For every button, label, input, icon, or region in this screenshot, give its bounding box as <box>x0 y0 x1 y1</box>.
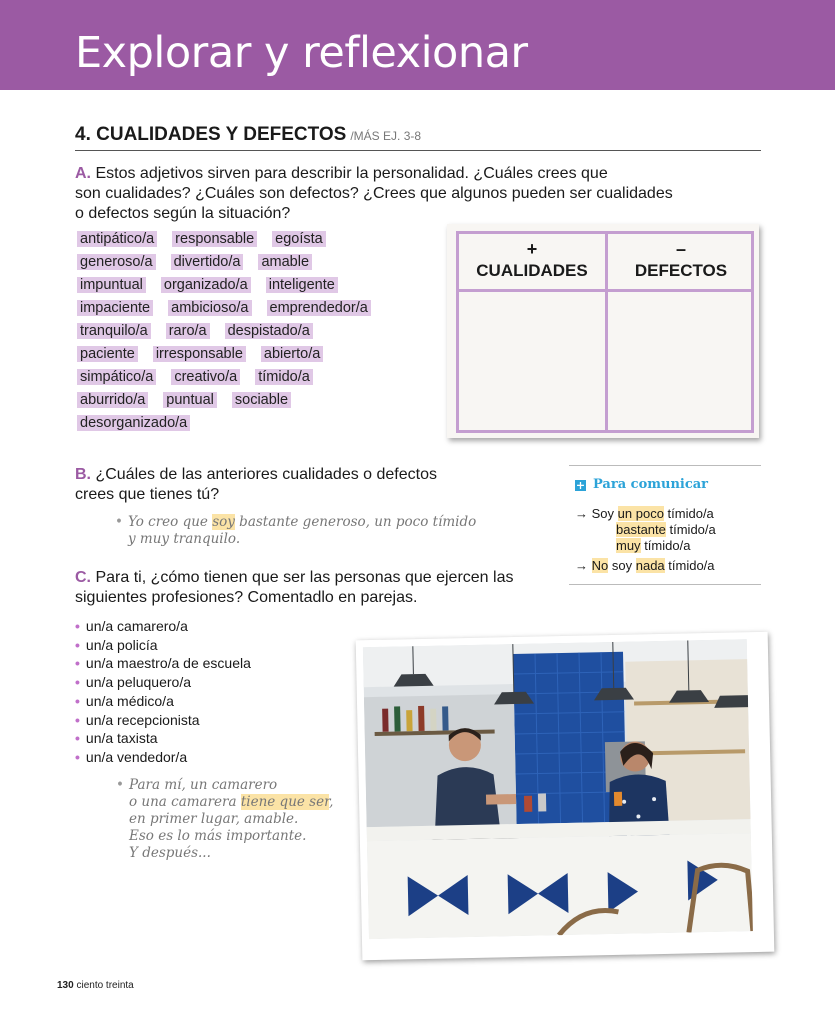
bullet-icon: • <box>75 618 80 634</box>
adjective-chip: amable <box>258 254 312 270</box>
profession-text: un/a peluquero/a <box>85 674 191 691</box>
example-bullet: • <box>115 514 123 530</box>
example-text: bastante generoso, un poco tímido <box>234 514 477 530</box>
comunicar-highlight: muy <box>616 538 641 553</box>
adjective-row <box>77 414 437 437</box>
adjective-chip: tímido/a <box>255 369 313 385</box>
comunicar-word: tímido/a <box>667 506 714 521</box>
adjective-chip: simpático/a <box>77 369 156 385</box>
part-b-line: ¿Cuáles de las anteriores cualidades o defectos <box>95 466 437 483</box>
adjective-chip: generoso/a <box>77 254 156 270</box>
part-a-line: Estos adjetivos sirven para describir la personalidad. ¿Cuáles crees que <box>95 165 608 182</box>
table-row-divider <box>459 289 751 292</box>
part-b-instructions <box>75 465 545 505</box>
part-b-line: crees que tienes tú? <box>75 486 220 503</box>
example-text: en primer lugar, amable. <box>129 811 299 827</box>
profession-text: un/a maestro/a de escuela <box>85 655 251 672</box>
qualities-header <box>459 238 605 282</box>
comunicar-line <box>575 506 714 522</box>
profession-text: un/a médico/a <box>85 692 174 709</box>
adjective-row <box>77 299 437 322</box>
adjective-chip: despistado/a <box>225 323 313 339</box>
adjective-chip: emprendedor/a <box>267 300 371 316</box>
bullet-icon: • <box>75 748 80 765</box>
bullet-icon: • <box>75 692 80 709</box>
list-item <box>75 636 251 655</box>
list-item <box>75 673 251 692</box>
comunicar-highlight: No <box>591 558 609 573</box>
comunicar-line <box>575 558 715 574</box>
adjective-chip: abierto/a <box>261 346 323 362</box>
part-a-line: o defectos según la situación? <box>75 205 291 222</box>
adjective-row <box>77 322 437 345</box>
minus-symbol: – <box>675 239 686 259</box>
defects-header <box>608 238 754 282</box>
profession-text: un/a recepcionista <box>85 711 200 728</box>
list-item <box>75 617 251 636</box>
bullet-icon: • <box>75 711 80 728</box>
adjective-row <box>77 391 437 414</box>
adjective-row <box>77 230 437 253</box>
arrow-icon: → <box>575 558 588 573</box>
adjective-chip: paciente <box>77 346 138 362</box>
comunicar-word: Soy <box>591 506 615 521</box>
part-c-example <box>116 777 334 862</box>
list-item <box>75 711 251 730</box>
adjective-chip: organizado/a <box>161 277 251 293</box>
adjective-chip: egoísta <box>272 231 326 247</box>
comunicar-line <box>616 538 690 554</box>
adjective-chip: sociable <box>232 392 291 408</box>
adjective-chip: divertido/a <box>171 254 244 270</box>
part-c-line: Para ti, ¿cómo tienen que ser las personas que ejercen las <box>95 569 514 586</box>
adjective-chip: creativo/a <box>171 369 240 385</box>
adjective-row <box>77 276 437 299</box>
adjective-chip: impaciente <box>77 300 153 316</box>
comunicar-highlight: bastante <box>616 522 666 537</box>
profession-list <box>75 617 251 767</box>
adjective-chip: impuntual <box>77 277 146 293</box>
example-text: Y después... <box>129 845 211 861</box>
plus-icon: + <box>575 479 586 492</box>
comunicar-word: tímido/a <box>668 558 715 573</box>
adjective-chip: responsable <box>172 231 257 247</box>
page-number: 130 <box>57 980 74 991</box>
example-highlight: tiene que ser <box>240 794 330 810</box>
example-text: Para mí, un camarero <box>129 777 278 793</box>
adjective-chip: irresponsable <box>153 346 246 362</box>
qualities-defects-table <box>456 231 754 433</box>
adjective-chip: ambicioso/a <box>168 300 251 316</box>
profession-text: un/a policía <box>85 636 158 653</box>
bullet-icon: • <box>75 636 80 653</box>
para-comunicar-label: Para comunicar <box>593 477 709 492</box>
list-item <box>75 729 251 748</box>
example-bullet: • <box>116 777 124 793</box>
section-heading: 4. CUALIDADES Y DEFECTOS <box>75 124 347 145</box>
defects-label: DEFECTOS <box>634 261 728 280</box>
list-item <box>75 748 251 767</box>
part-a-line: son cualidades? ¿Cuáles son defectos? ¿Crees que algunos pueden ser cualidades <box>75 185 673 202</box>
bullet-icon: • <box>75 655 80 672</box>
comunicar-highlight: nada <box>635 558 665 573</box>
part-b-example <box>115 514 477 548</box>
para-comunicar-box <box>569 465 761 585</box>
part-a-label: A. <box>75 165 91 182</box>
example-text: Eso es lo más importante. <box>129 828 307 844</box>
list-item <box>75 654 251 673</box>
para-comunicar-title <box>575 477 708 492</box>
part-c-instructions <box>75 568 545 608</box>
part-a-instructions <box>75 164 765 224</box>
adjective-chip: puntual <box>163 392 217 408</box>
bullet-icon: • <box>75 730 80 747</box>
comunicar-highlight: un poco <box>617 506 664 521</box>
comunicar-word: tímido/a <box>644 538 691 553</box>
part-c-line: siguientes profesiones? Comentadlo en parejas. <box>75 589 418 606</box>
bullet-icon: • <box>75 674 80 691</box>
page-footer <box>57 980 134 991</box>
adjective-chip: inteligente <box>266 277 338 293</box>
adjective-chip: tranquilo/a <box>77 323 151 339</box>
adjective-list <box>77 230 437 437</box>
page-number-text: ciento treinta <box>76 980 134 991</box>
example-text: Yo creo que <box>128 514 213 530</box>
adjective-row <box>77 345 437 368</box>
qualities-label: CUALIDADES <box>476 261 588 280</box>
arrow-icon: → <box>575 506 588 521</box>
header-banner <box>0 0 835 90</box>
example-text: y muy tranquilo. <box>128 531 241 547</box>
adjective-chip: aburrido/a <box>77 392 148 408</box>
section-title <box>75 124 761 151</box>
bar-photo <box>356 632 775 961</box>
example-text: o una camarera <box>129 794 241 810</box>
profession-text: un/a taxista <box>85 730 158 747</box>
part-c-label: C. <box>75 569 91 586</box>
adjective-chip: desorganizado/a <box>77 415 190 431</box>
profession-text: un/a vendedor/a <box>85 748 188 765</box>
part-b-label: B. <box>75 466 91 483</box>
plus-symbol: + <box>526 239 538 259</box>
comunicar-word: soy <box>611 558 633 573</box>
adjective-row <box>77 368 437 391</box>
comunicar-word: tímido/a <box>669 522 716 537</box>
comunicar-line <box>616 522 716 538</box>
profession-text: un/a camarero/a <box>85 618 188 634</box>
bar-scene-illustration <box>363 639 753 939</box>
adjective-chip: antipático/a <box>77 231 157 247</box>
list-item <box>75 692 251 711</box>
section-ref: /MÁS EJ. 3-8 <box>350 129 422 143</box>
example-text: , <box>329 794 334 810</box>
adjective-row <box>77 253 437 276</box>
adjective-chip: raro/a <box>166 323 210 339</box>
qualities-defects-card <box>447 224 759 438</box>
example-highlight: soy <box>212 514 235 530</box>
page-title: Explorar y reflexionar <box>75 28 528 78</box>
